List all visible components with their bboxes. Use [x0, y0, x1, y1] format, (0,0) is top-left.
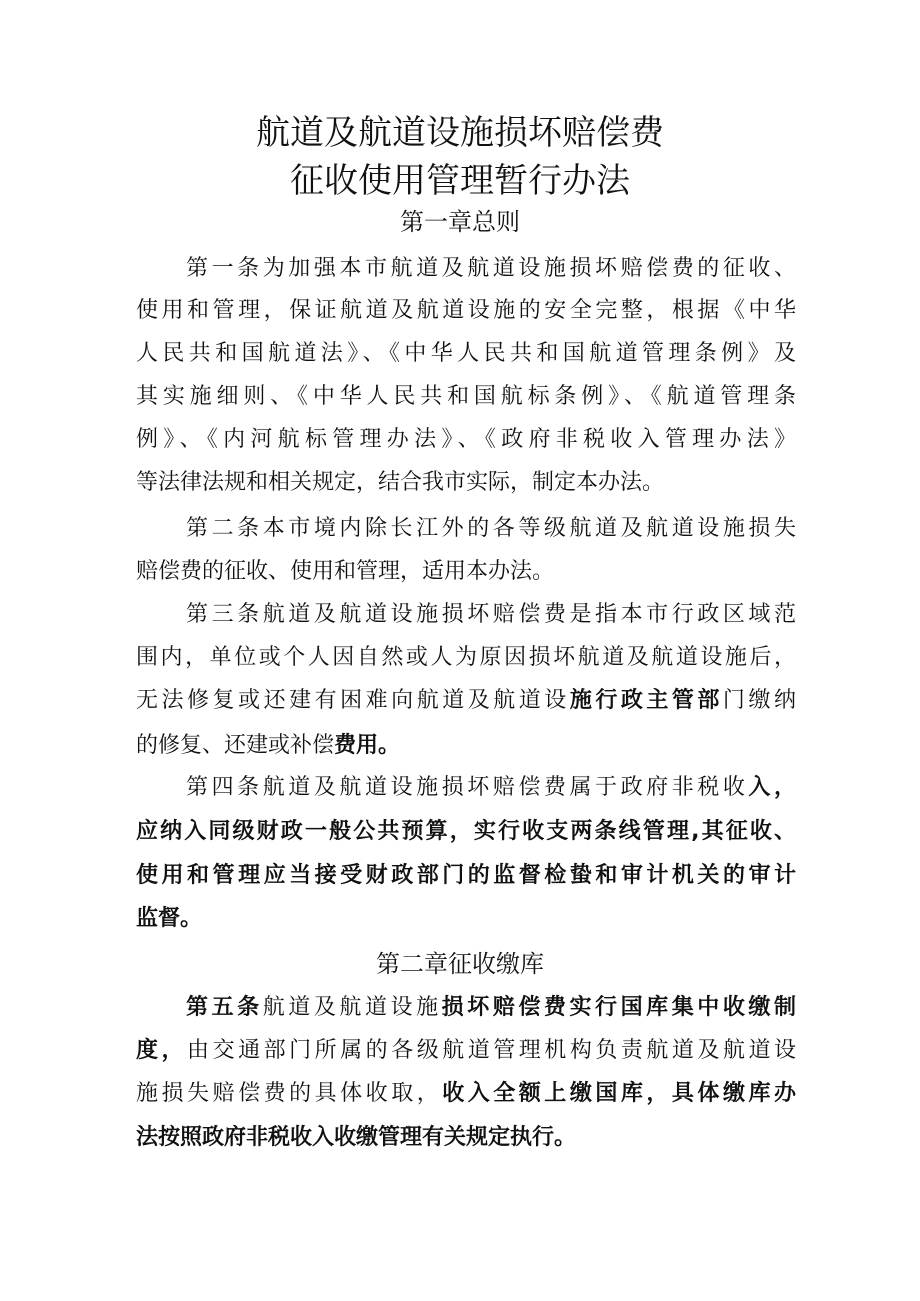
article-4-line-2: 应纳入同级财政一般公共预算，实行收支两条线管理,其征收、 — [136, 819, 796, 844]
article-1-line-1: 第一条为加强本市航道及航道设施损坏赔偿费的征收、 — [186, 256, 796, 281]
article-1-line-2: 使用和管理，保证航道及航道设施的安全完整，根据《中华 — [136, 298, 796, 323]
article-5-line-1-part-1: 第五条 — [186, 995, 263, 1020]
article-2-line-1: 第二条本市境内除长江外的各等级航道及航道设施损失 — [186, 516, 796, 541]
article-3-line-1: 第三条航道及航道设施损坏赔偿费是指本市行政区域范 — [186, 602, 796, 627]
article-1-line-3: 人民共和国航道法》、《中华人民共和国航道管理条例》及 — [136, 341, 796, 366]
chapter-1-heading: 第一章总则 — [400, 208, 520, 236]
article-3-line-4-part-1: 的修复、还建或补偿 — [136, 733, 335, 758]
article-3-line-4 — [136, 731, 796, 761]
chapter-2-heading: 第二章征收缴库 — [376, 950, 544, 978]
document-title-line-2: 征收使用管理暂行办法 — [290, 161, 630, 201]
article-3-line-3-part-1: 无法修复或还建有困难向航道及航道设 — [136, 688, 570, 713]
article-5-line-2-part-2: 由交通部门所属的各级航道管理机构负责航道及航道设 — [187, 1038, 796, 1063]
article-1-line-6: 等法律法规和相关规定，结合我市实际，制定本办法。 — [136, 470, 665, 495]
article-3-line-2: 围内，单位或个人因自然或人为原因损坏航道及航道设施后， — [136, 645, 796, 670]
article-3-line-4-part-2: 费用。 — [334, 733, 401, 758]
article-4-line-4: 监督。 — [136, 906, 203, 931]
article-4-line-1-part-2: 入， — [748, 775, 796, 800]
article-2-line-2: 赔偿费的征收、使用和管理，适用本办法。 — [136, 559, 555, 584]
document-title-line-1: 航道及航道设施损坏赔偿费 — [256, 113, 664, 153]
article-5-line-1-part-3: 损坏赔偿费实行国库集中收缴制 — [441, 995, 796, 1020]
article-4-line-3: 使用和管理应当接受财政部门的监督检蛰和审计机关的审计 — [136, 863, 796, 888]
article-1-line-4: 其实施细则、《中华人民共和国航标条例》、《航道管理条 — [136, 384, 796, 409]
article-5-line-3-part-1: 施损失赔偿费的具体收取， — [136, 1081, 443, 1106]
article-5-line-3 — [136, 1079, 796, 1109]
article-5-line-1 — [186, 993, 796, 1023]
article-5-line-2 — [136, 1036, 796, 1066]
article-4-line-1 — [186, 773, 796, 803]
article-5-line-3-part-2: 收入全额上缴国库，具体缴库办 — [442, 1081, 796, 1106]
article-3-line-3-part-2: 施行政主管部 — [569, 688, 723, 713]
article-5-line-2-part-1: 度， — [136, 1038, 188, 1063]
article-5-line-1-part-2: 航道及航道设施 — [262, 995, 442, 1020]
article-3-line-3-part-3: 门缴纳 — [722, 688, 796, 713]
article-4-line-1-part-1: 第四条航道及航道设施损坏赔偿费属于政府非税收 — [186, 775, 749, 800]
article-1-line-5: 例》、《内河航标管理办法》、《政府非税收入管理办法》 — [136, 427, 796, 452]
article-5-line-4: 法按照政府非税收入收缴管理有关规定执行。 — [136, 1125, 577, 1150]
article-3-line-3 — [136, 686, 796, 716]
